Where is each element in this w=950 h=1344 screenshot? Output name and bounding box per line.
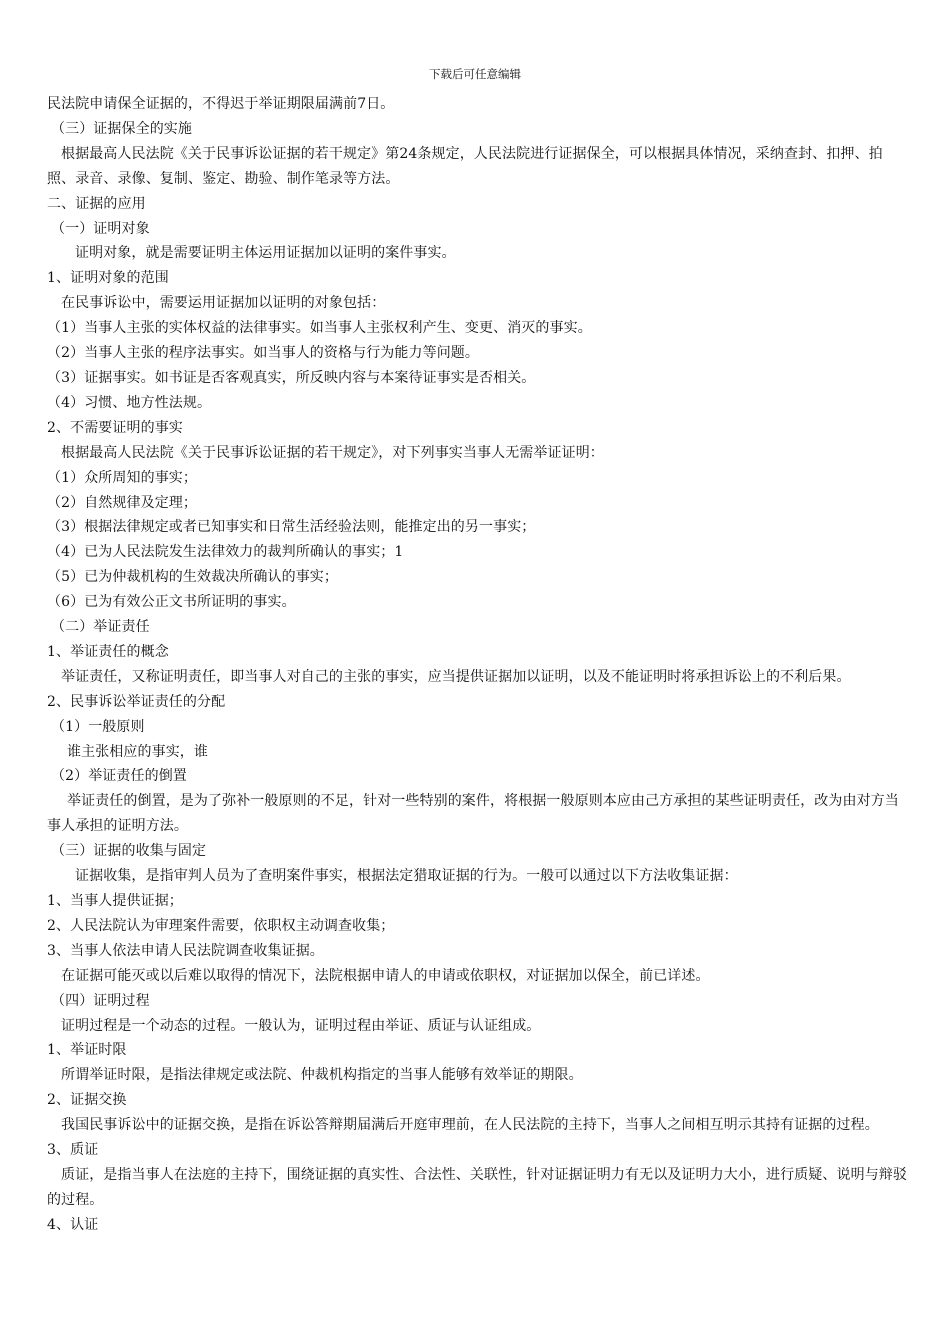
paragraph: 举证责任，又称证明责任，即当事人对自己的主张的事实，应当提供证据加以证明，以及不能证明时将承担诉讼上的不利后果。	[61, 668, 851, 685]
paragraph: 在民事诉讼中，需要运用证据加以证明的对象包括：	[61, 295, 386, 312]
paragraph: （4）习惯、地方性法规。	[47, 394, 212, 411]
paragraph: 证明对象，就是需要证明主体运用证据加以证明的案件事实。	[75, 245, 456, 262]
paragraph: 3、质证	[47, 1142, 99, 1159]
paragraph: 1、当事人提供证据；	[47, 893, 183, 909]
paragraph: （1）众所周知的事实；	[47, 469, 198, 486]
paragraph: 所谓举证时限，是指法律规定或法院、仲裁机构指定的当事人能够有效举证的期限。	[61, 1067, 583, 1084]
paragraph: 举证责任的倒置，是为了弥补一般原则的不足，针对一些特别的案件，将根据一般原则本应由己方承担的某些证明责任，改为由对方当事人承担的证明方法。	[47, 793, 899, 835]
paragraph: （3）根据法律规定或者已知事实和日常生活经验法则，能推定出的另一事实；	[47, 519, 536, 536]
paragraph: 1、举证责任的概念	[47, 643, 169, 660]
paragraph: （5）已为仲裁机构的生效裁决所确认的事实；	[47, 569, 339, 586]
paragraph: （2）自然规律及定理；	[47, 494, 198, 511]
paragraph: 1、举证时限	[47, 1042, 127, 1059]
paragraph: （三）证据保全的实施	[51, 120, 192, 137]
paragraph: （四）证明过程	[51, 992, 150, 1009]
paragraph: 证据收集，是指审判人员为了查明案件事实，根据法定猎取证据的行为。一般可以通过以下方法收集证据：	[75, 868, 738, 885]
paragraph: （二）举证责任	[51, 619, 150, 636]
paragraph: （1）一般原则	[51, 718, 145, 735]
paragraph: 2、证据交换	[47, 1092, 127, 1109]
paragraph: 根据最高人民法院《关于民事诉讼证据的若干规定》第24条规定，人民法院进行证据保全，可以根据具体情况，采纳查封、扣押、拍照、录音、录像、复制、鉴定、勘验、制作笔录等方法。	[47, 145, 883, 187]
paragraph: 质证，是指当事人在法庭的主持下，围绕证据的真实性、合法性、关联性，针对证据证明力有无以及证明力大小，进行质疑、说明与辩驳的过程。	[47, 1166, 907, 1208]
paragraph: 我国民事诉讼中的证据交换，是指在诉讼答辩期届满后开庭审理前，在人民法院的主持下，当事人之间相互明示其持有证据的过程。	[61, 1117, 879, 1134]
paragraph: （6）已为有效公正文书所证明的事实。	[47, 594, 296, 611]
paragraph: 民法院申请保全证据的，不得迟于举证期限届满前7日。	[47, 96, 395, 112]
page-header: 下载后可任意编辑	[429, 67, 521, 81]
paragraph: 3、当事人依法申请人民法院调查收集证据。	[47, 942, 324, 959]
paragraph: （2）当事人主张的程序法事实。如当事人的资格与行为能力等问题。	[47, 345, 480, 362]
document-body	[47, 92, 909, 1238]
paragraph: （4）已为人民法院发生法律效力的裁判所确认的事实；1	[47, 544, 404, 561]
paragraph: 2、人民法院认为审理案件需要，依职权主动调查收集；	[47, 917, 395, 934]
paragraph: 1、证明对象的范围	[47, 270, 169, 287]
paragraph: （1）当事人主张的实体权益的法律事实。如当事人主张权利产生、变更、消灭的事实。	[47, 320, 592, 337]
paragraph: 证明过程是一个动态的过程。一般认为，证明过程由举证、质证与认证组成。	[61, 1017, 541, 1034]
paragraph: 二、证据的应用	[47, 195, 146, 212]
paragraph: 根据最高人民法院《关于民事诉讼证据的若干规定》，对下列事实当事人无需举证证明：	[61, 444, 604, 461]
paragraph: （2）举证责任的倒置	[51, 768, 187, 785]
paragraph: 谁主张相应的事实，谁	[67, 743, 208, 760]
paragraph: 2、不需要证明的事实	[47, 419, 183, 436]
paragraph: 2、民事诉讼举证责任的分配	[47, 693, 226, 710]
paragraph: 在证据可能灭或以后难以取得的情况下，法院根据申请人的申请或依职权，对证据加以保全，前已详述。	[61, 967, 710, 984]
paragraph: （三）证据的收集与固定	[51, 843, 207, 860]
paragraph: 4、认证	[47, 1216, 99, 1233]
paragraph: （一）证明对象	[51, 220, 150, 237]
paragraph: （3）证据事实。如书证是否客观真实，所反映内容与本案待证事实是否相关。	[47, 369, 536, 386]
